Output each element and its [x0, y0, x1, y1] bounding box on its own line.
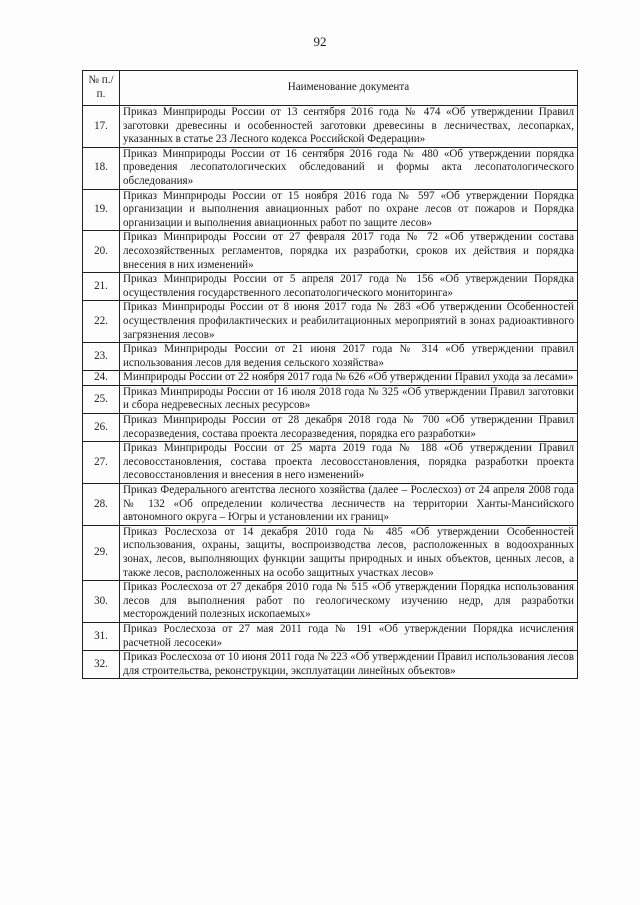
- column-header-document-name: Наименование документа: [120, 71, 578, 106]
- table-row: [83, 301, 578, 343]
- document-title: Приказ Рослесхоза от 27 декабря 2010 года № 515 «Об утверждении Порядка использования лесов для выполнения работ по геологическому изучению недр, для разработки месторождений полезных ископаемых»: [120, 581, 578, 623]
- table-row: [83, 442, 578, 484]
- row-number: 27.: [83, 442, 120, 484]
- document-title: Приказ Минприроды России от 25 марта 2019 года № 188 «Об утверждении Правил лесовосстановления, состава проекта лесовосстановления, порядка разработки проекта лесовосстановления и внесения в него изменений»: [120, 442, 578, 484]
- document-title: Приказ Рослесхоза от 27 мая 2011 года № 191 «Об утверждении Порядка исчисления расчетной лесосеки»: [120, 622, 578, 650]
- table-row: [83, 371, 578, 386]
- document-title: Приказ Минприроды России от 15 ноября 2016 года № 597 «Об утверждении Порядка организации и выполнения авиационных работ по охране лесов от пожаров и Порядка организации и выполнения авиационных работ по защите лесов»: [120, 189, 578, 231]
- table-row: [83, 525, 578, 580]
- table-row: [83, 147, 578, 189]
- row-number: 32.: [83, 651, 120, 679]
- document-title: Приказ Минприроды России от 5 апреля 2017 года № 156 «Об утверждении Порядка осуществления государственного лесопатологического мониторинга»: [120, 273, 578, 301]
- row-number: 19.: [83, 189, 120, 231]
- document-title: Приказ Рослесхоза от 14 декабря 2010 года № 485 «Об утверждении Особенностей использования, охраны, защиты, воспроизводства лесов, расположенных в водоохранных зонах, лесов, выполняющих функции защиты природных и иных объектов, ценных лесов, а также лесов, расположенных на особо защитных участках лесов»: [120, 525, 578, 580]
- table-row: [83, 273, 578, 301]
- row-number: 25.: [83, 385, 120, 413]
- table-row: [83, 581, 578, 623]
- document-title: Приказ Минприроды России от 13 сентября 2016 года № 474 «Об утверждении Правил заготовки древесины и особенностей заготовки древесины в лесничествах, лесопарках, указанных в статье 23 Лесного кодекса Российской Федерации»: [120, 106, 578, 148]
- document-title: Минприроды России от 22 ноября 2017 года № 626 «Об утверждении Правил ухода за лесами»: [120, 371, 578, 386]
- documents-table: [82, 70, 578, 679]
- row-number: 18.: [83, 147, 120, 189]
- row-number: 20.: [83, 231, 120, 273]
- table-row: [83, 385, 578, 413]
- page-number: 92: [313, 34, 327, 49]
- document-title: Приказ Минприроды России от 27 февраля 2017 года № 72 «Об утверждении состава лесохозяйственных регламентов, порядка их разработки, сроков их действия и порядка внесения в них изменений»: [120, 231, 578, 273]
- document-title: Приказ Минприроды России от 16 июля 2018 года № 325 «Об утверждении Правил заготовки и сбора недревесных лесных ресурсов»: [120, 385, 578, 413]
- row-number: 28.: [83, 484, 120, 526]
- document-title: Приказ Рослесхоза от 10 июня 2011 года № 223 «Об утверждении Правил использования лесов для строительства, реконструкции, эксплуатации линейных объектов»: [120, 651, 578, 679]
- row-number: 23.: [83, 343, 120, 371]
- table-row: [83, 343, 578, 371]
- row-number: 29.: [83, 525, 120, 580]
- document-title: Приказ Минприроды России от 16 сентября 2016 года № 480 «Об утверждении порядка проведения лесопатологических обследований и формы акта лесопатологического обследования»: [120, 147, 578, 189]
- row-number: 17.: [83, 106, 120, 148]
- row-number: 30.: [83, 581, 120, 623]
- document-title: Приказ Минприроды России от 28 декабря 2018 года № 700 «Об утверждении Правил лесоразведения, состава проекта лесоразведения, порядка его разработки»: [120, 414, 578, 442]
- table-row: [83, 106, 578, 148]
- row-number: 31.: [83, 622, 120, 650]
- document-title: Приказ Федерального агентства лесного хозяйства (далее – Рослесхоз) от 24 апреля 2008 года № 132 «Об определении количества лесничеств на территории Ханты-Мансийского автономного округа – Югры и установлении их границ»: [120, 484, 578, 526]
- row-number: 26.: [83, 414, 120, 442]
- row-number: 22.: [83, 301, 120, 343]
- table-row: [83, 651, 578, 679]
- row-number: 24.: [83, 371, 120, 386]
- table-row: [83, 622, 578, 650]
- table-header-row: [83, 71, 578, 106]
- table-row: [83, 414, 578, 442]
- document-title: Приказ Минприроды России от 21 июня 2017 года № 314 «Об утверждении правил использования лесов для ведения сельского хозяйства»: [120, 343, 578, 371]
- column-header-number: № п./п.: [83, 71, 120, 106]
- table-row: [83, 231, 578, 273]
- table-row: [83, 189, 578, 231]
- table-row: [83, 484, 578, 526]
- document-title: Приказ Минприроды России от 8 июня 2017 года № 283 «Об утверждении Особенностей осуществления профилактических и реабилитационных мероприятий в зонах радиоактивного загрязнения лесов»: [120, 301, 578, 343]
- row-number: 21.: [83, 273, 120, 301]
